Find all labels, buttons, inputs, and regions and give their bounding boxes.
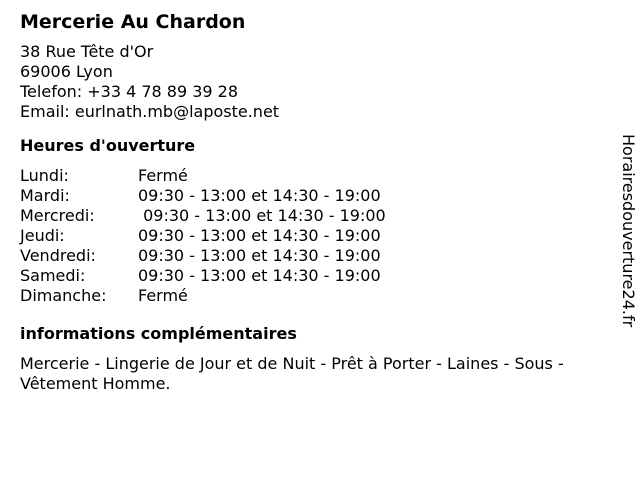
hours-title: Heures d'ouverture xyxy=(20,136,196,155)
info-title: informations complémentaires xyxy=(20,324,297,343)
hours-row-thursday xyxy=(20,226,612,246)
day-label: Jeudi: xyxy=(20,226,65,245)
email-address: Email: eurlnath.mb@laposte.net xyxy=(20,102,280,121)
day-label: Lundi: xyxy=(20,166,69,185)
hours-table xyxy=(20,166,612,306)
time-value: 09:30 - 13:00 et 14:30 - 19:00 xyxy=(138,186,381,205)
day-label: Mardi: xyxy=(20,186,70,205)
time-value: Fermé xyxy=(138,286,188,305)
hours-row-wednesday xyxy=(20,206,612,226)
address-street: 38 Rue Tête d'Or xyxy=(20,42,154,61)
time-value: 09:30 - 13:00 et 14:30 - 19:00 xyxy=(138,226,381,245)
time-value: 09:30 - 13:00 et 14:30 - 19:00 xyxy=(138,266,381,285)
business-card xyxy=(20,10,612,394)
site-watermark: Horairesdouverture24.fr xyxy=(619,134,638,328)
hours-row-saturday xyxy=(20,266,612,286)
hours-row-sunday xyxy=(20,286,612,306)
day-label: Dimanche: xyxy=(20,286,107,305)
day-label: Samedi: xyxy=(20,266,86,285)
address-city: 69006 Lyon xyxy=(20,62,113,81)
business-name: Mercerie Au Chardon xyxy=(20,11,246,33)
hours-row-monday xyxy=(20,166,612,186)
contact-block xyxy=(20,42,612,122)
time-value: 09:30 - 13:00 et 14:30 - 19:00 xyxy=(138,206,386,225)
time-value: Fermé xyxy=(138,166,188,185)
hours-row-friday xyxy=(20,246,612,266)
phone-number: Telefon: +33 4 78 89 39 28 xyxy=(20,82,239,101)
hours-row-tuesday xyxy=(20,186,612,206)
day-label: Vendredi: xyxy=(20,246,96,265)
info-description: Mercerie - Lingerie de Jour et de Nuit - Prêt à Porter - Laines - Sous -Vêtement Homme. xyxy=(20,354,564,393)
day-label: Mercredi: xyxy=(20,206,95,225)
time-value: 09:30 - 13:00 et 14:30 - 19:00 xyxy=(138,246,381,265)
